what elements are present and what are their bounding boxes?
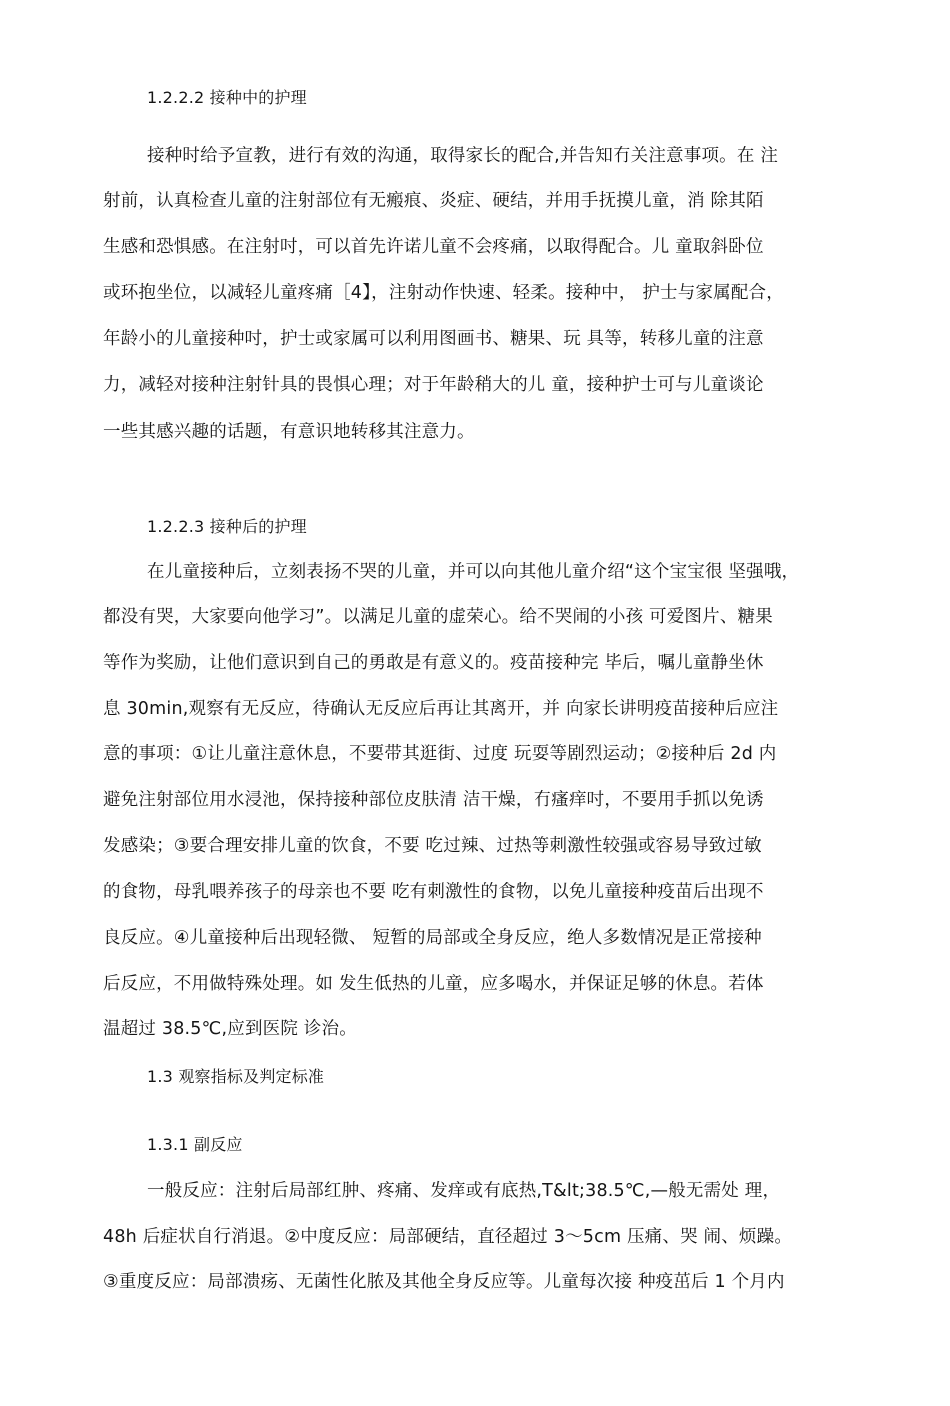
paragraph-line: 避免注射部位用水浸池，保持接种部位皮肤清 洁干燥，冇瘙痒吋，不要用手抓以免诱 [103, 790, 764, 810]
paragraph-line: 发感染；③要合理安排儿童的饮食，不要 吃过辣、过热等刺激性较强或容易导致过敏 [103, 836, 762, 856]
paragraph-line: 等作为奖励，让他们意识到自己的勇敢是有意义的。疫苗接种完 毕后，嘱儿童静坐休 [103, 653, 764, 673]
paragraph-line: 力，减轻对接种注射针具的畏惧心理；对于年龄稍大的儿 童，接种护士可与儿童谈论 [103, 375, 764, 395]
paragraph-line: 或环抱坐位，以减轻儿童疼痛［4】，注射动作快速、轻柔。接种中， 护士与家属配合， [103, 283, 784, 303]
paragraph-line: 年龄小的儿童接种吋，护士或家属可以利用图画书、糖果、玩 具等，转移儿童的注意 [103, 329, 764, 349]
section-heading-13: 1.3 观察指标及判定标准 [147, 1067, 325, 1086]
paragraph-line: 息 30min,观察有无反应，待确认无反应后再让其离开，并 向家长讲明疫苗接种后应注 [103, 699, 779, 719]
paragraph-line: 接种时给予宣教，进行有效的沟通，取得家长的配合,并告知冇关注意事项。在 注 [147, 146, 779, 166]
paragraph-line: 生感和恐惧感。在注射吋，可以首先许诺儿童不会疼痛，以取得配合。儿 童取斜卧位 [103, 237, 764, 257]
paragraph-line: 意的事项：①让儿童注意休息，不要带其逛街、过度 玩耍等剧烈运动；②接种后 2d 内 [103, 744, 777, 764]
paragraph-line: 后反应，不用做特殊处理。如 发生低热的儿童，应多喝水，并保证足够的休息。若体 [103, 974, 764, 994]
paragraph-line: 温超过 38.5℃,应到医院 诊治。 [103, 1019, 357, 1039]
paragraph-line: 48h 后症状自行消退。②中度反应：局部硬结，直径超过 3〜5cm 压痛、哭 闹、烦躁。 [103, 1227, 793, 1247]
paragraph-line: 射前，认真检查儿童的注射部位有无瘢痕、炎症、硬结，并用手抚摸儿童，消 除其陌 [103, 191, 764, 211]
paragraph-line: 一些其感兴趣的话题，有意识地转移其注意力。 [103, 422, 475, 442]
paragraph-line: 良反应。④儿童接种后出现轻微、 短暂的局部或全身反应，绝人多数情况是正常接种 [103, 928, 762, 948]
paragraph-line: 在儿童接种后，立刻表扬不哭的儿童，并可以向其他儿童介绍“这个宝宝很 坚强哦， [147, 562, 800, 582]
section-heading-1223: 1.2.2.3 接种后的护理 [147, 517, 307, 536]
section-heading-131: 1.3.1 副反应 [147, 1135, 243, 1154]
paragraph-line: 的食物，母乳喂养孩子的母亲也不要 吃有刺激性的食物，以免儿童接种疫苗后出现不 [103, 882, 764, 902]
paragraph-line: 一般反应：注射后局部红肿、疼痛、发痒或有底热,T&lt;38.5℃,—般无需处 理， [147, 1181, 781, 1201]
paragraph-line: 都没有哭，大家要向他学习”。以满足儿童的虚荣心。给不哭闹的小孩 可爱图片、糖果 [103, 607, 773, 627]
section-heading-1222: 1.2.2.2 接种中的护理 [147, 88, 307, 107]
paragraph-line: ③重度反应：局部溃疡、无菌性化脓及其他全身反应等。儿童每次接 种疫茁后 1 个月内 [103, 1272, 785, 1292]
